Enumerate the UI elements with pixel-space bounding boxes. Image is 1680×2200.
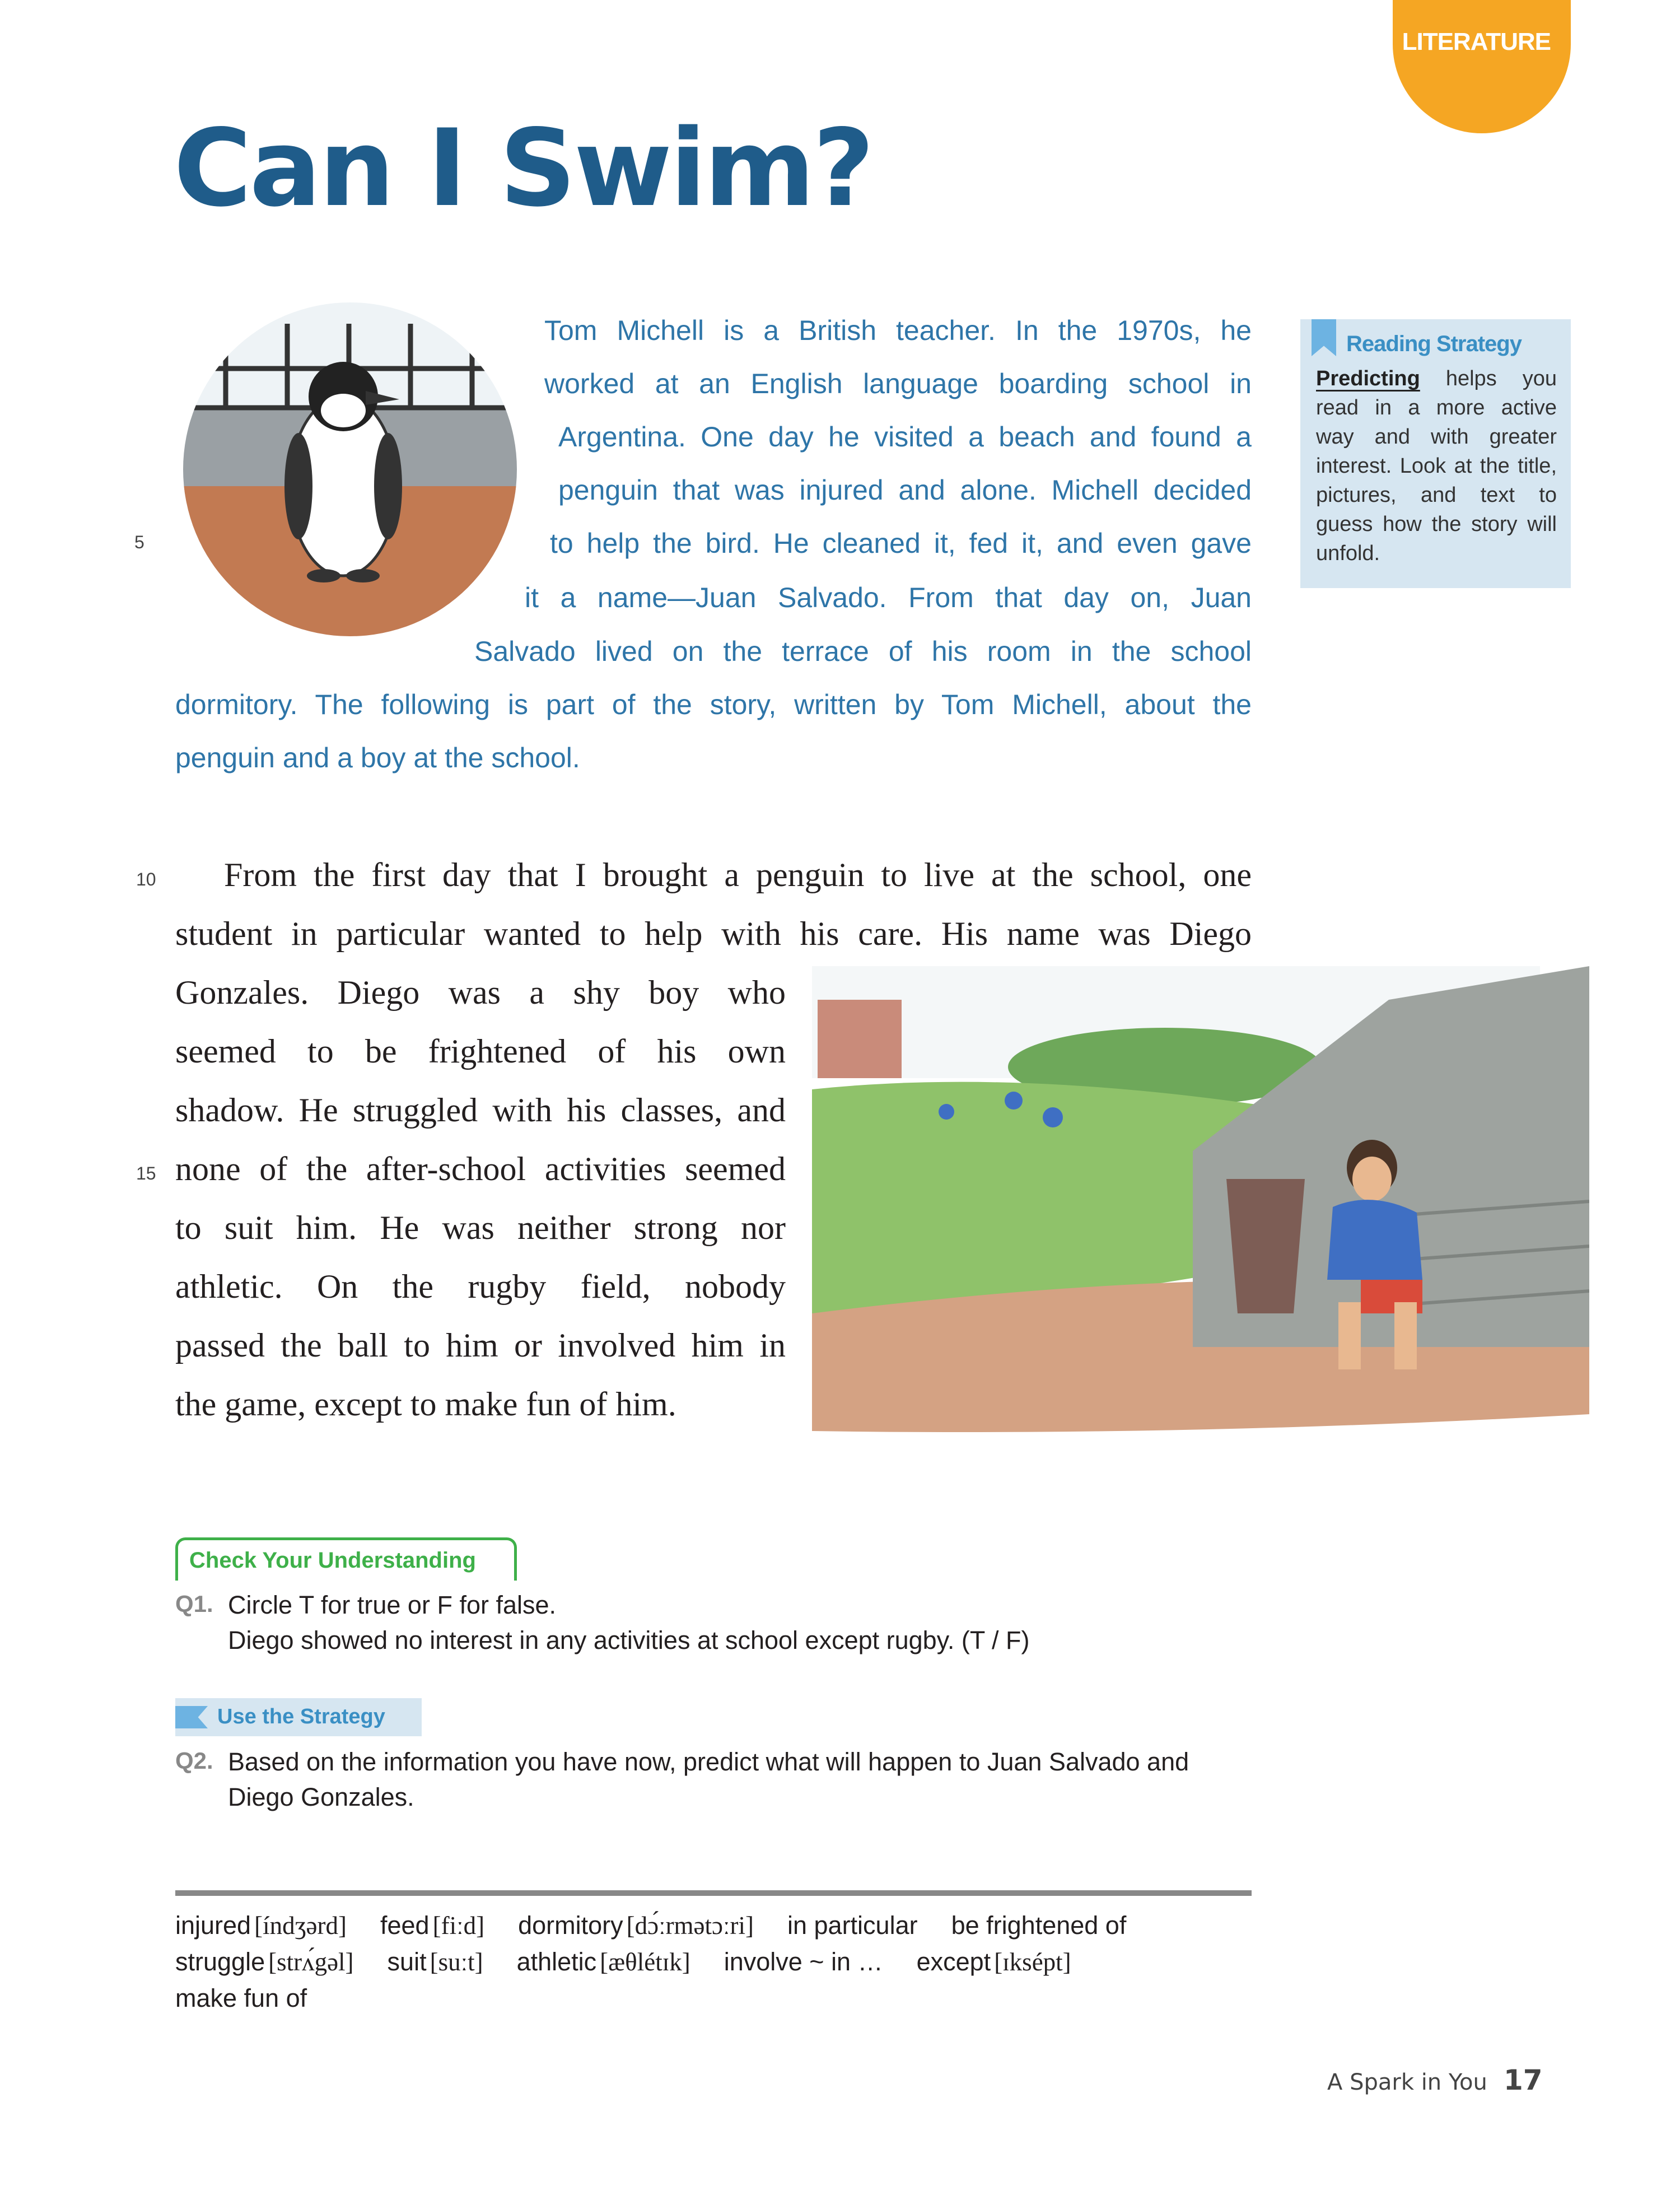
intro-line: worked at an English language boarding school in — [544, 368, 1252, 399]
use-strategy-label: Use the Strategy — [217, 1705, 385, 1728]
intro-line: dormitory. The following is part of the story, written by Tom Michell, about the — [175, 689, 1252, 720]
story-line: passed the ball to him or involved him in — [175, 1327, 786, 1364]
vocab-item: athletic [æθlétɪk] — [516, 1947, 690, 1976]
intro-line: penguin that was injured and alone. Michell decided — [558, 474, 1252, 506]
story-line: athletic. On the rugby field, nobody — [175, 1268, 786, 1305]
line-number: 15 — [136, 1163, 156, 1183]
vocab-item: make fun of — [175, 1984, 307, 2012]
divider — [175, 1890, 1252, 1896]
vocab-pronunciation: [strʌ́gəl] — [268, 1948, 354, 1976]
page-number: 17 — [1504, 2064, 1543, 2096]
vocab-item: suit [suːt] — [387, 1947, 483, 1976]
vocab-pronunciation: [suːt] — [430, 1948, 483, 1976]
story-line: the game, except to make fun of him. — [175, 1386, 676, 1423]
vocab-item: struggle [strʌ́gəl] — [175, 1947, 354, 1976]
strategy-term: Predicting — [1316, 367, 1420, 390]
vocab-pronunciation: [æθlétɪk] — [600, 1948, 690, 1976]
footer-book-title: A Spark in You — [1327, 2070, 1487, 2095]
reading-strategy-box — [1300, 319, 1571, 588]
rugby-field-illustration — [801, 966, 1589, 1442]
vocab-row — [175, 1984, 340, 2013]
page-title: Can I Swim? — [174, 106, 872, 230]
vocab-item: feed [fiːd] — [380, 1911, 485, 1940]
reading-strategy-text — [1316, 364, 1557, 568]
intro-line: Salvado lived on the terrace of his room in the school — [474, 636, 1252, 667]
q2-question-cont: Diego Gonzales. — [228, 1783, 414, 1811]
story-line: From the first day that I brought a penguin to live at the school, one — [224, 856, 1252, 893]
q1-number: Q1. — [175, 1591, 213, 1617]
vocab-item: except [ɪksépt] — [916, 1947, 1071, 1976]
vocab-row — [175, 1947, 1105, 1977]
story-line: Gonzales. Diego was a shy boy who — [175, 974, 786, 1011]
vocab-item: injured [índʒərd] — [175, 1911, 347, 1940]
intro-line: penguin and a boy at the school. — [175, 742, 580, 773]
penguin-illustration — [175, 301, 525, 637]
vocab-row — [175, 1911, 1160, 1940]
flag-icon — [175, 1706, 208, 1728]
vocab-item: be frightened of — [951, 1911, 1127, 1940]
q1-statement[interactable]: Diego showed no interest in any activities at school except rugby. (T / F) — [228, 1626, 1030, 1654]
vocab-item: involve ~ in … — [724, 1947, 883, 1976]
story-line: to suit him. He was neither strong nor — [175, 1209, 786, 1246]
vocab-pronunciation: [fiːd] — [432, 1912, 485, 1940]
q2-question: Based on the information you have now, predict what will happen to Juan Salvado and — [228, 1747, 1189, 1776]
story-line: shadow. He struggled with his classes, and — [175, 1092, 786, 1129]
reading-strategy-heading: Reading Strategy — [1346, 332, 1522, 356]
intro-line: to help the bird. He cleaned it, fed it, and even gave — [550, 528, 1252, 559]
story-line: seemed to be frightened of his own — [175, 1033, 786, 1070]
intro-line: Argentina. One day he visited a beach and found a — [558, 421, 1252, 453]
q1-instruction: Circle T for true or F for false. — [228, 1591, 557, 1619]
section-tab-label: LITERATURE — [1402, 28, 1551, 55]
vocab-pronunciation: [dɔ́ːrmətɔːri] — [626, 1912, 754, 1940]
story-line: none of the after-school activities seemed — [175, 1150, 786, 1187]
strategy-body: helps you read in a more active way and with greater interest. Look at the title, pictures, and text to guess how the story will unfold. — [1316, 367, 1557, 565]
bookmark-icon — [1312, 319, 1336, 356]
vocab-pronunciation: [índʒərd] — [254, 1912, 347, 1940]
use-strategy-badge — [175, 1698, 422, 1736]
vocab-item: dormitory [dɔ́ːrmətɔːri] — [518, 1911, 754, 1940]
intro-line: Tom Michell is a British teacher. In the 1970s, he — [544, 315, 1252, 346]
section-tab — [1393, 0, 1571, 133]
check-understanding-label: Check Your Understanding — [189, 1548, 476, 1573]
line-number: 10 — [136, 869, 156, 889]
vocab-pronunciation: [ɪksépt] — [994, 1948, 1071, 1976]
story-line: student in particular wanted to help with his care. His name was Diego — [175, 915, 1252, 952]
vocab-item: in particular — [787, 1911, 918, 1940]
q2-number: Q2. — [175, 1747, 213, 1774]
intro-line: it a name—Juan Salvado. From that day on, Juan — [525, 582, 1252, 613]
line-number: 5 — [134, 532, 144, 552]
check-understanding-badge — [175, 1537, 517, 1581]
